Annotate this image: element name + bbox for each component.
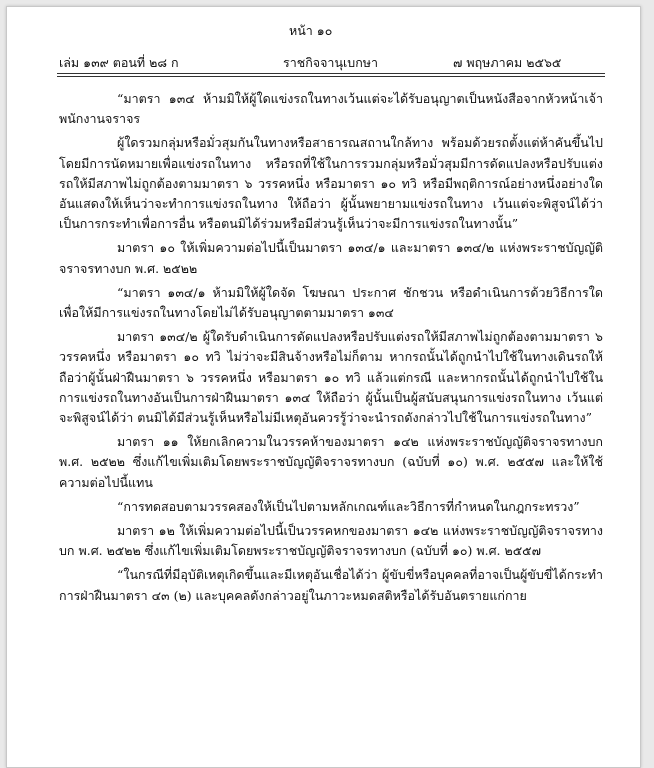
paragraph-section-134-2: มาตรา ๑๓๔/๒ ผู้ใดรับดำเนินการดัดแปลงหรือปรับแต่งรถให้มีสภาพไม่ถูกต้องตามมาตรา ๖ วรรคหนึ่ง หรือมาตรา ๑๐ ทวิ ไม่ว่าจะมีสินจ้างหรือไม่ก็ตาม หากรถนั้นได้ถูกนำไปใช้ในทางเดินรถให้ถือว่าผู้นั้นฝ่าฝืนมาตรา ๖ วรรคหนึ่ง หรือมาตรา ๑๐ ทวิ แล้วแต่กรณี และหากรถนั้นได้ถูกนำไปใช้ในการแข่งรถในทางอันเป็นการฝ่าฝืนมาตรา ๑๓๔ ให้ถือว่า ผู้นั้นเป็นผู้สนับสนุนการแข่งรถในทาง เว้นแต่จะพิสูจน์ได้ว่า ตนมิได้มีส่วนรู้เห็นหรือไม่มีเหตุอันควรรู้ว่าจะนำรถดังกล่าวไปใช้ในการแข่งรถในทาง” — [59, 329, 603, 426]
paragraph-section-12: มาตรา ๑๒ ให้เพิ่มความต่อไปนี้เป็นวรรคหกของมาตรา ๑๔๒ แห่งพระราชบัญญัติจราจรทางบก พ.ศ. ๒๕๒๒ ซึ่งแก้ไขเพิ่มเติมโดยพระราชบัญญัติจราจรทางบก (ฉบับที่ ๑๐) พ.ศ. ๒๕๕๗ — [59, 523, 603, 559]
gazette-page — [6, 6, 641, 768]
paragraph-section-10: มาตรา ๑๐ ให้เพิ่มความต่อไปนี้เป็นมาตรา ๑๓๔/๑ และมาตรา ๑๓๔/๒ แห่งพระราชบัญญัติจราจรทางบก พ.ศ. ๒๕๒๒ — [59, 240, 603, 276]
publication-date: ๗ พฤษภาคม ๒๕๖๕ — [453, 55, 562, 70]
page-number: หน้า ๑๐ — [289, 23, 333, 38]
paragraph-section-134-1: “มาตรา ๑๓๔/๑ ห้ามมิให้ผู้ใดจัด โฆษณา ประกาศ ชักชวน หรือดำเนินการด้วยวิธีการใดเพื่อให้มีการแข่งรถในทางโดยไม่ได้รับอนุญาตตามมาตรา ๑๓๔ — [59, 284, 603, 321]
header-rule-top — [57, 73, 605, 74]
volume-issue: เล่ม ๑๓๙ ตอนที่ ๒๘ ก — [59, 55, 179, 70]
paragraph-section-134: “มาตรา ๑๓๔ ห้ามมิให้ผู้ใดแข่งรถในทางเว้นแต่จะได้รับอนุญาตเป็นหนังสือจากหัวหน้าเจ้าพนักงานจราจร — [59, 91, 603, 127]
paragraph-test-rule: “การทดสอบตามวรรคสองให้เป็นไปตามหลักเกณฑ์และวิธีการที่กำหนดในกฎกระทรวง” — [117, 498, 580, 514]
header-rule-bottom — [57, 76, 605, 77]
paragraph-section-11: มาตรา ๑๑ ให้ยกเลิกความในวรรคห้าของมาตรา ๑๔๒ แห่งพระราชบัญญัติจราจรทางบก พ.ศ. ๒๕๒๒ ซึ่งแก้ไขเพิ่มเติมโดยพระราชบัญญัติจราจรทางบก (ฉบับที่ ๑๐) พ.ศ. ๒๕๕๗ และให้ใช้ความต่อไปนี้แทน — [59, 434, 603, 490]
paragraph-section-134-clause-2: ผู้ใดรวมกลุ่มหรือมั่วสุมกันในทางหรือสาธารณสถานใกล้ทาง พร้อมด้วยรถตั้งแต่ห้าคันขึ้นไปโดยมีการนัดหมายเพื่อแข่งรถในทาง หรือรถที่ใช้ในการรวมกลุ่มหรือมั่วสุมมีการดัดแปลงหรือปรับแต่งรถให้มีสภาพไม่ถูกต้องตามมาตรา ๖ วรรคหนึ่ง หรือมาตรา ๑๐ ทวิ หรือมีพฤติการณ์อย่างหนึ่งอย่างใดอันแสดงให้เห็นว่าจะทำการแข่งรถในทาง ให้ถือว่า ผู้นั้นพยายามแข่งรถในทาง เว้นแต่จะพิสูจน์ได้ว่าเป็นการกระทำเพื่อการอื่น หรือตนมิได้ร่วมหรือมีส่วนรู้เห็นว่าจะมีการแข่งรถในทางนั้น” — [59, 135, 603, 232]
gazette-title: ราชกิจจานุเบกษา — [283, 55, 379, 70]
document-body — [59, 89, 603, 610]
paragraph-accident-case: “ในกรณีที่มีอุบัติเหตุเกิดขึ้นและมีเหตุอันเชื่อได้ว่า ผู้ขับขี่หรือบุคคลที่อาจเป็นผู้ขับขี่ได้กระทำการฝ่าฝืนมาตรา ๔๓ (๒) และบุคคลดังกล่าวอยู่ในภาวะหมดสติหรือได้รับอันตรายแก่กาย — [59, 567, 603, 603]
